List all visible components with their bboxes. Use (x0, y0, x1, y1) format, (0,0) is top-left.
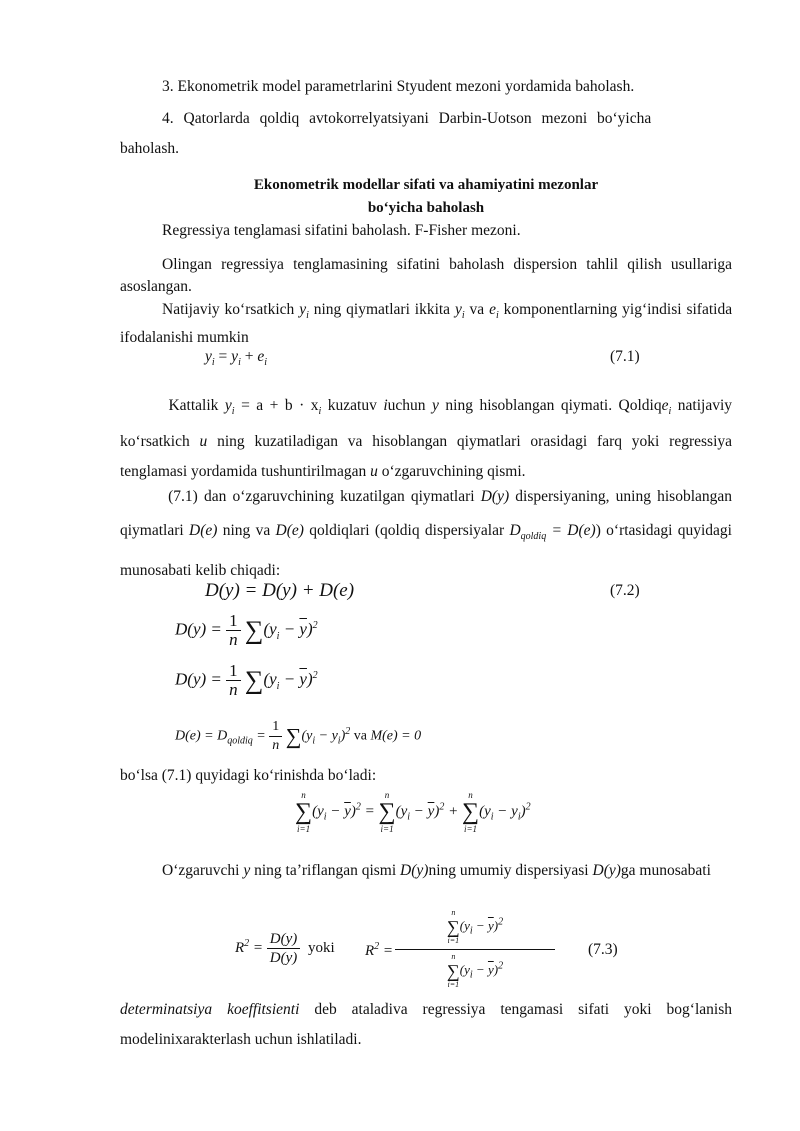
list-item-4-line2: baholash. (120, 140, 179, 157)
math-ei: $e_i$ (489, 301, 499, 322)
section-heading-line1: Ekonometrik modellar sifati va ahamiyatini mezonlar (253, 177, 599, 193)
paragraph-components: Natijaviy ko‘rsatkich $y_i$ ning qiymatlari ikkita $y_i$ va $e_i$ komponentlarning yig‘indisi sifatida ifodalanishi mumkin (120, 301, 733, 347)
list-item-4-line1: 4. Qatorlarda qoldiq avtokorrelyatsiyani Darbin-Uotson mezoni bo‘yicha (162, 110, 652, 127)
formula-explained-dispersion: D(y) = $\frac{1}{n}$ $\sum(y_i - \overline{y})^2$ (175, 661, 318, 699)
paragraph-dispersion: Olingan regressiya tenglamasining sifatini baholash dispersion tahlil qilish usullariga asoslangan. (120, 256, 732, 295)
formula-sum-decomposition: n ∑ $i=1(y_i - \overline{y})^2 = n$ ∑ $i=1(y_i - \overline{y})^2 + n$ ∑ $i=1(y_i - y_i)^2$ (295, 790, 531, 834)
formula-total-dispersion: D(y) = $\frac{1}{n}$ $\sum(y_i - \overline{y})^2$ (175, 611, 318, 649)
equation-7-3: $R^2$ = $\frac{D(y)}{D(y)}$ yoki $R^2$ = n ∑ $i=1(y_i - \overline{y})^2$ n ∑ $i=1(y_i - \overline{y})^2$ (235, 908, 575, 990)
math-yi: $y_i$ (299, 301, 309, 322)
section-heading-line2: bo‘yicha baholash (367, 200, 485, 216)
paragraph-fisher: Regressiya tenglamasi sifatini baholash. F-Fisher mezoni. (162, 222, 521, 239)
equation-number-7-3: (7.3) (588, 941, 618, 958)
paragraph-determination: determinatsiya koeffitsienti deb ataladiva regressiya tengamasi sifati yoki bog‘lanish modelinixarakterlash uchun ishlatiladi. (120, 1001, 732, 1048)
equation-number-7-1: (7.1) (610, 348, 640, 365)
paragraph-then: bo‘lsa (7.1) quyidagi ko‘rinishda bo‘ladi: (120, 767, 377, 784)
equation-7-2: D(y) = D(y) + D(e) (205, 580, 355, 601)
formula-residual-dispersion: $D(e) = D_{qoldiq}$ = $\frac{1}{n}$ $\sum(y_i - y_i)^2$ va M(e) = 0 (175, 719, 422, 753)
equation-number-7-2: (7.2) (610, 582, 640, 599)
paragraph-dispersions: (7.1) dan o‘zgaruvchining kuzatilgan qiymatlari D(y) dispersiyaning, uning hisoblangan qiymatlari D(e) ning va D(e) qoldiqlari (qoldiq dispersiyalar $D_{qoldiq} = D(e)$) o‘rtasidagi quyidagi munosabati kelib chiqadi: (120, 488, 733, 580)
paragraph-ratio: O‘zgaruvchi y ning ta’riflangan qismi D(y)ning umumiy dispersiyasi D(y)ga munosabati (162, 862, 711, 879)
paragraph-residual: Kattalik $y_i = a + b \cdot x_i$ kuzatuv iuchun y ning hisoblangan qiymati. Qoldiqe$_i$ natijaviy ko‘rsatkich u ning kuzatiladigan va hisoblangan qiymatlari orasidagi farq yoki regressiya tenglamasi yordamida tushuntirilmagan u o‘zgaruvchining qismi. (120, 397, 733, 481)
term-determination-coefficient: determinatsiya koeffitsienti (120, 1001, 300, 1018)
list-item-3: 3. Ekonometrik model parametrlarini Styudent mezoni yordamida baholash. (162, 78, 635, 95)
equation-7-1: $y_i = y_i + e_i$ (205, 348, 268, 369)
